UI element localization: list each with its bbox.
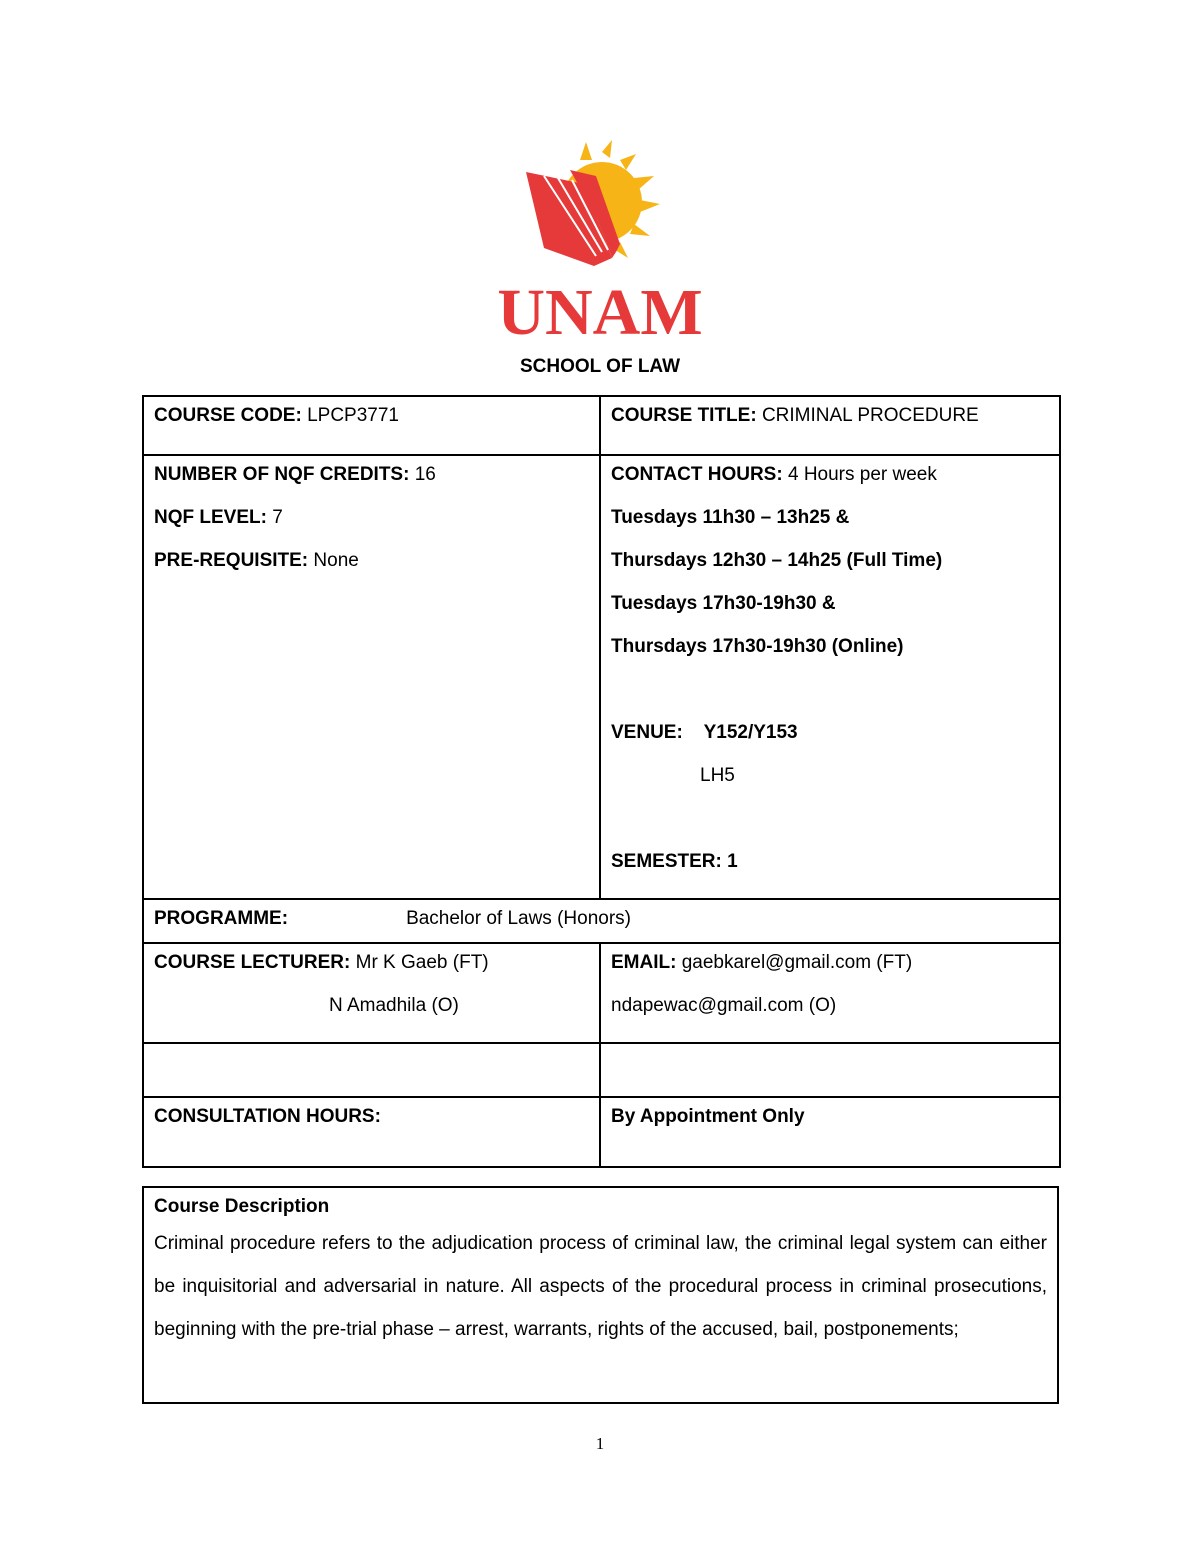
contact-hours: CONTACT HOURS: 4 Hours per week (611, 464, 937, 485)
logo-wordmark: UNAM (497, 276, 703, 340)
nqf-level: NQF LEVEL: 7 (154, 507, 283, 528)
unam-logo-graphic (484, 140, 716, 340)
semester: SEMESTER: 1 (611, 851, 738, 872)
unam-logo (484, 140, 716, 340)
venue-secondary: LH5 (700, 765, 735, 786)
course-details-row (143, 455, 1060, 899)
pre-requisite: PRE-REQUISITE: None (154, 550, 359, 571)
lecturer-row (143, 943, 1060, 1043)
empty-cell (143, 1043, 600, 1097)
course-description-title: Course Description (154, 1196, 330, 1217)
course-code-row (143, 396, 1060, 455)
consultation-hours-value: By Appointment Only (611, 1106, 805, 1127)
course-title: COURSE TITLE: CRIMINAL PROCEDURE (611, 405, 979, 426)
programme: PROGRAMME: Bachelor of Laws (Honors) (154, 908, 631, 929)
programme-row (143, 899, 1060, 943)
course-description-body: Criminal procedure refers to the adjudication process of criminal law, the criminal legal system can either be inquisitorial and adversarial in nature. All aspects of the procedural process in criminal prosecutions, beginning with the pre-trial phase – arrest, warrants, rights of the accused, bail, postponements; (154, 1233, 1047, 1340)
schedule-line: Thursdays 12h30 – 14h25 (Full Time) (611, 550, 943, 571)
email-2: ndapewac@gmail.com (O) (611, 995, 837, 1016)
spacer (611, 806, 1049, 849)
page-number: 1 (595, 1434, 605, 1453)
empty-row (143, 1043, 1060, 1097)
consultation-row (143, 1097, 1060, 1167)
spacer (611, 677, 1049, 720)
course-code: COURSE CODE: LPCP3771 (154, 405, 399, 426)
course-lecturer: COURSE LECTURER: Mr K Gaeb (FT) (154, 952, 489, 973)
course-lecturer-2: N Amadhila (O) (329, 995, 459, 1016)
schedule-line: Tuesdays 11h30 – 13h25 & (611, 507, 850, 528)
school-name: SCHOOL OF LAW (519, 356, 681, 377)
course-description-box (142, 1186, 1059, 1404)
email: EMAIL: gaebkarel@gmail.com (FT) (611, 952, 913, 973)
empty-cell (600, 1043, 1060, 1097)
consultation-hours-label: CONSULTATION HOURS: (154, 1106, 381, 1127)
nqf-credits: NUMBER OF NQF CREDITS: 16 (154, 464, 436, 485)
venue: VENUE: Y152/Y153 (611, 722, 798, 743)
schedule-line: Thursdays 17h30-19h30 (Online) (611, 636, 904, 657)
schedule-line: Tuesdays 17h30-19h30 & (611, 593, 836, 614)
course-info-table (142, 395, 1061, 1168)
